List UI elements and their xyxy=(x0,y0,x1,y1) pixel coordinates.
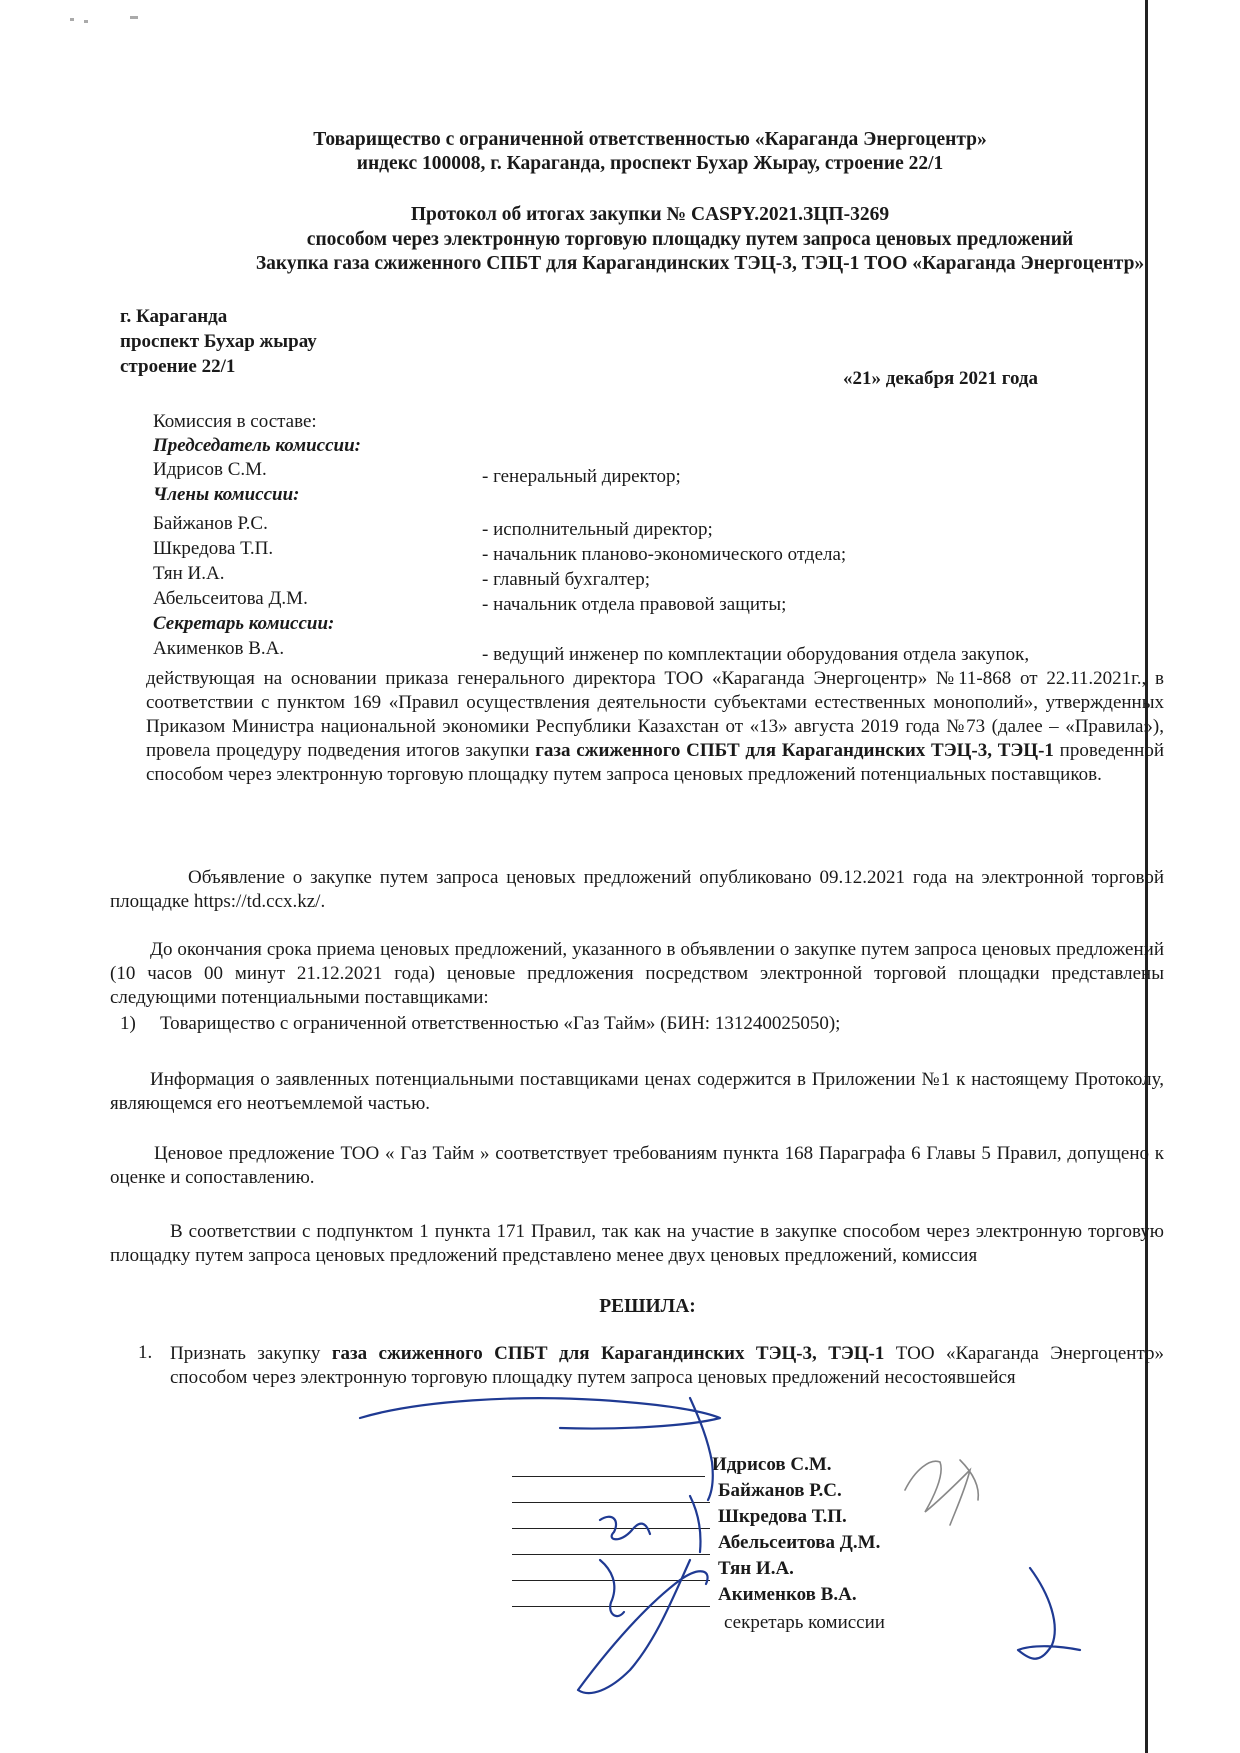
secretary-heading: Секретарь комиссии: xyxy=(153,613,335,634)
decision-text-a: Признать закупку xyxy=(170,1343,332,1364)
decision-number: 1. xyxy=(138,1342,153,1363)
member-role: - начальник отдела правовой защиты; xyxy=(482,594,787,615)
supplier-number: 1) xyxy=(120,1013,136,1034)
decision-text xyxy=(170,1342,1164,1390)
company-name: Товарищество с ограниченной ответственностью «Караганда Энергоцентр» xyxy=(313,129,987,150)
member-name: Шкредова Т.П. xyxy=(153,538,274,559)
pencil-signature-stroke xyxy=(960,1460,978,1500)
signature-line xyxy=(512,1476,705,1477)
member-name: Абельсеитова Д.М. xyxy=(153,588,308,609)
signatory-name: Тян И.А. xyxy=(718,1558,794,1579)
protocol-method: способом через электронную торговую площадку путем запроса ценовых предложений xyxy=(306,229,1074,250)
chair-name: Идрисов С.М. xyxy=(153,459,267,480)
member-name: Тян И.А. xyxy=(153,563,225,584)
decision-subject: газа сжиженного СПБТ для Карагандинских ТЭЦ-3, ТЭЦ-1 xyxy=(331,1343,885,1364)
signature-line xyxy=(512,1554,710,1555)
signatory-name: Шкредова Т.П. xyxy=(718,1506,847,1527)
secretary-role: - ведущий инженер по комплектации оборудования отдела закупок, xyxy=(482,644,1030,665)
protocol-subject: Закупка газа сжиженного СПБТ для Карагандинских ТЭЦ-3, ТЭЦ-1 ТОО «Караганда Энергоцентр» xyxy=(255,253,1145,274)
signatory-name: Идрисов С.М. xyxy=(712,1454,832,1475)
protocol-date: «21» декабря 2021 года xyxy=(843,368,1039,389)
signature-line xyxy=(512,1502,710,1503)
paragraph-authority xyxy=(146,667,1164,787)
location-street: проспект Бухар жырау xyxy=(120,331,317,352)
paragraph-compliance: Ценовое предложение ТОО « Газ Тайм » соответствует требованиям пункта 168 Параграфа 6 Главы 5 Правил, допущено к оценке и сопоставлению. xyxy=(110,1143,1164,1188)
secretary-caption: секретарь комиссии xyxy=(724,1612,885,1633)
paragraph-authority-subject: газа сжиженного СПБТ для Карагандинских ТЭЦ-3, ТЭЦ-1 xyxy=(535,740,1054,761)
signature-stroke xyxy=(360,1398,720,1428)
paragraph-authority-text: действующая на основании приказа генерального директора ТОО «Караганда Энергоцентр» №11-868 от 22.11.2021г., в соответствии с пунктом 169 «Правил осуществления деятельности субъектами естественных монополий», утвержденных Приказом Министра национальной экономики Республики Казахстан от «13» августа 2019 года №73 (далее – «Правила»), провела процедуру подведения итогов закупки xyxy=(146,668,1164,761)
signature-line xyxy=(512,1606,710,1607)
scan-speck xyxy=(130,16,138,19)
location-building: строение 22/1 xyxy=(120,356,236,377)
signature-stroke xyxy=(1018,1568,1080,1659)
member-role: - исполнительный директор; xyxy=(482,519,713,540)
scan-speck xyxy=(84,20,88,23)
commission-intro: Комиссия в составе: xyxy=(153,411,317,432)
paragraph-prices: Информация о заявленных потенциальными поставщиками ценах содержится в Приложении №1 к настоящему Протоколу, являющемся его неотъемлемой частью. xyxy=(110,1069,1164,1114)
signature-stroke xyxy=(690,1496,701,1552)
supplier-item: Товарищество с ограниченной ответственностью «Газ Тайм» (БИН: 131240025050); xyxy=(160,1013,841,1034)
chair-heading: Председатель комиссии: xyxy=(153,435,361,456)
signatory-name: Акименков В.А. xyxy=(718,1584,857,1605)
location-city: г. Караганда xyxy=(120,306,228,327)
signature-line xyxy=(512,1528,710,1529)
decision-heading: РЕШИЛА: xyxy=(599,1296,696,1317)
scan-speck xyxy=(70,18,74,21)
member-role: - начальник планово-экономического отдела; xyxy=(482,544,847,565)
signature-line xyxy=(512,1580,710,1581)
signatory-name: Абельсеитова Д.М. xyxy=(718,1532,881,1553)
member-role: - главный бухгалтер; xyxy=(482,569,650,590)
company-address: индекс 100008, г. Караганда, проспект Бухар Жырау, строение 22/1 xyxy=(356,153,944,174)
paragraph-grounds: В соответствии с подпунктом 1 пункта 171 Правил, так как на участие в закупке способом через электронную торговую площадку путем запроса ценовых предложений представлено менее двух ценовых предложений, комиссия xyxy=(110,1221,1164,1266)
member-name: Байжанов Р.С. xyxy=(153,513,268,534)
paragraph-announcement: Объявление о закупке путем запроса ценовых предложений опубликовано 09.12.2021 года на электронной торговой площадке https://td.ccx.kz/. xyxy=(110,867,1164,912)
signature-stroke xyxy=(600,1560,624,1616)
chair-role: - генеральный директор; xyxy=(482,466,681,487)
protocol-title: Протокол об итогах закупки № CASPY.2021.ЗЦП-3269 xyxy=(410,204,890,225)
secretary-name: Акименков В.А. xyxy=(153,638,285,659)
paragraph-authority-tail: проведенной способом через электронную торговую площадку путем запроса ценовых предложений потенциальных поставщиков. xyxy=(146,740,1164,785)
signatory-name: Байжанов Р.С. xyxy=(718,1480,842,1501)
decision-text-b: ТОО «Караганда Энергоцентр» способом через электронную торговую площадку путем запроса ценовых предложений несостоявшейся xyxy=(170,1343,1164,1388)
members-heading: Члены комиссии: xyxy=(153,484,300,505)
paragraph-deadline: До окончания срока приема ценовых предложений, указанного в объявлении о закупке путем запроса ценовых предложений (10 часов 00 минут 21.12.2021 года) ценовые предложения посредством электронной торговой площадки представлены следующими потенциальными поставщиками: xyxy=(110,939,1164,1008)
pencil-signature-stroke xyxy=(905,1461,970,1525)
signature-stroke xyxy=(690,1398,713,1500)
